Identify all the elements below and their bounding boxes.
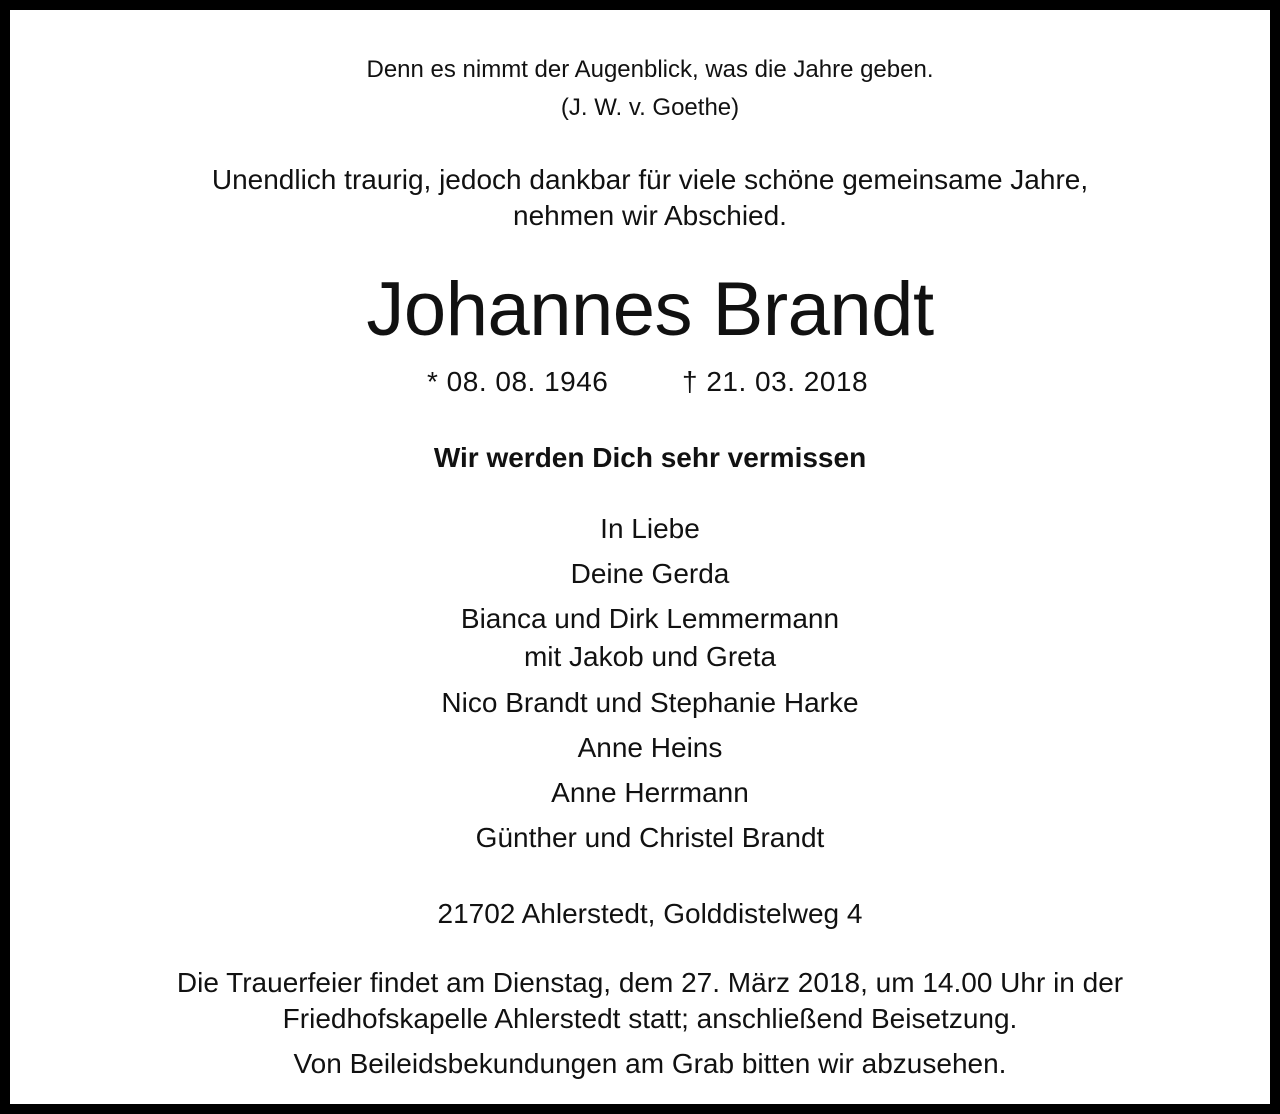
intro-line-1: Unendlich traurig, jedoch dankbar für viele schöne gemeinsame Jahre,: [211, 164, 1089, 195]
mourner-name: Bianca und Dirk Lemmermann: [460, 603, 840, 634]
mourner-name: Anne Heins: [577, 732, 723, 763]
mourner-name: Anne Herrmann: [551, 777, 749, 808]
birth-date: * 08. 08. 1946: [427, 366, 609, 397]
mourner-name: Deine Gerda: [570, 558, 730, 589]
death-date: † 21. 03. 2018: [682, 366, 869, 397]
quote-author: (J. W. v. Goethe): [560, 94, 740, 121]
ceremony-line-2: Friedhofskapelle Ahlerstedt statt; anschließend Beisetzung.: [282, 1003, 1018, 1034]
mourner-name: Günther und Christel Brandt: [475, 822, 825, 853]
ceremony-line-3: Von Beileidsbekundungen am Grab bitten wir abzusehen.: [293, 1048, 1007, 1079]
intro-line-2: nehmen wir Abschied.: [513, 200, 787, 231]
deceased-name: Johannes Brandt: [366, 267, 934, 352]
tagline: Wir werden Dich sehr vermissen: [433, 442, 867, 473]
address: 21702 Ahlerstedt, Golddistelweg 4: [437, 898, 863, 929]
life-dates: [10, 368, 1280, 402]
mourner-name: Nico Brandt und Stephanie Harke: [441, 687, 859, 718]
mourner-name: mit Jakob und Greta: [523, 641, 777, 672]
quote-text: Denn es nimmt der Augenblick, was die Jahre geben.: [366, 56, 934, 83]
ceremony-line-1: Die Trauerfeier findet am Dienstag, dem 27. März 2018, um 14.00 Uhr in der: [176, 967, 1124, 998]
mourners-intro: In Liebe: [600, 513, 700, 544]
